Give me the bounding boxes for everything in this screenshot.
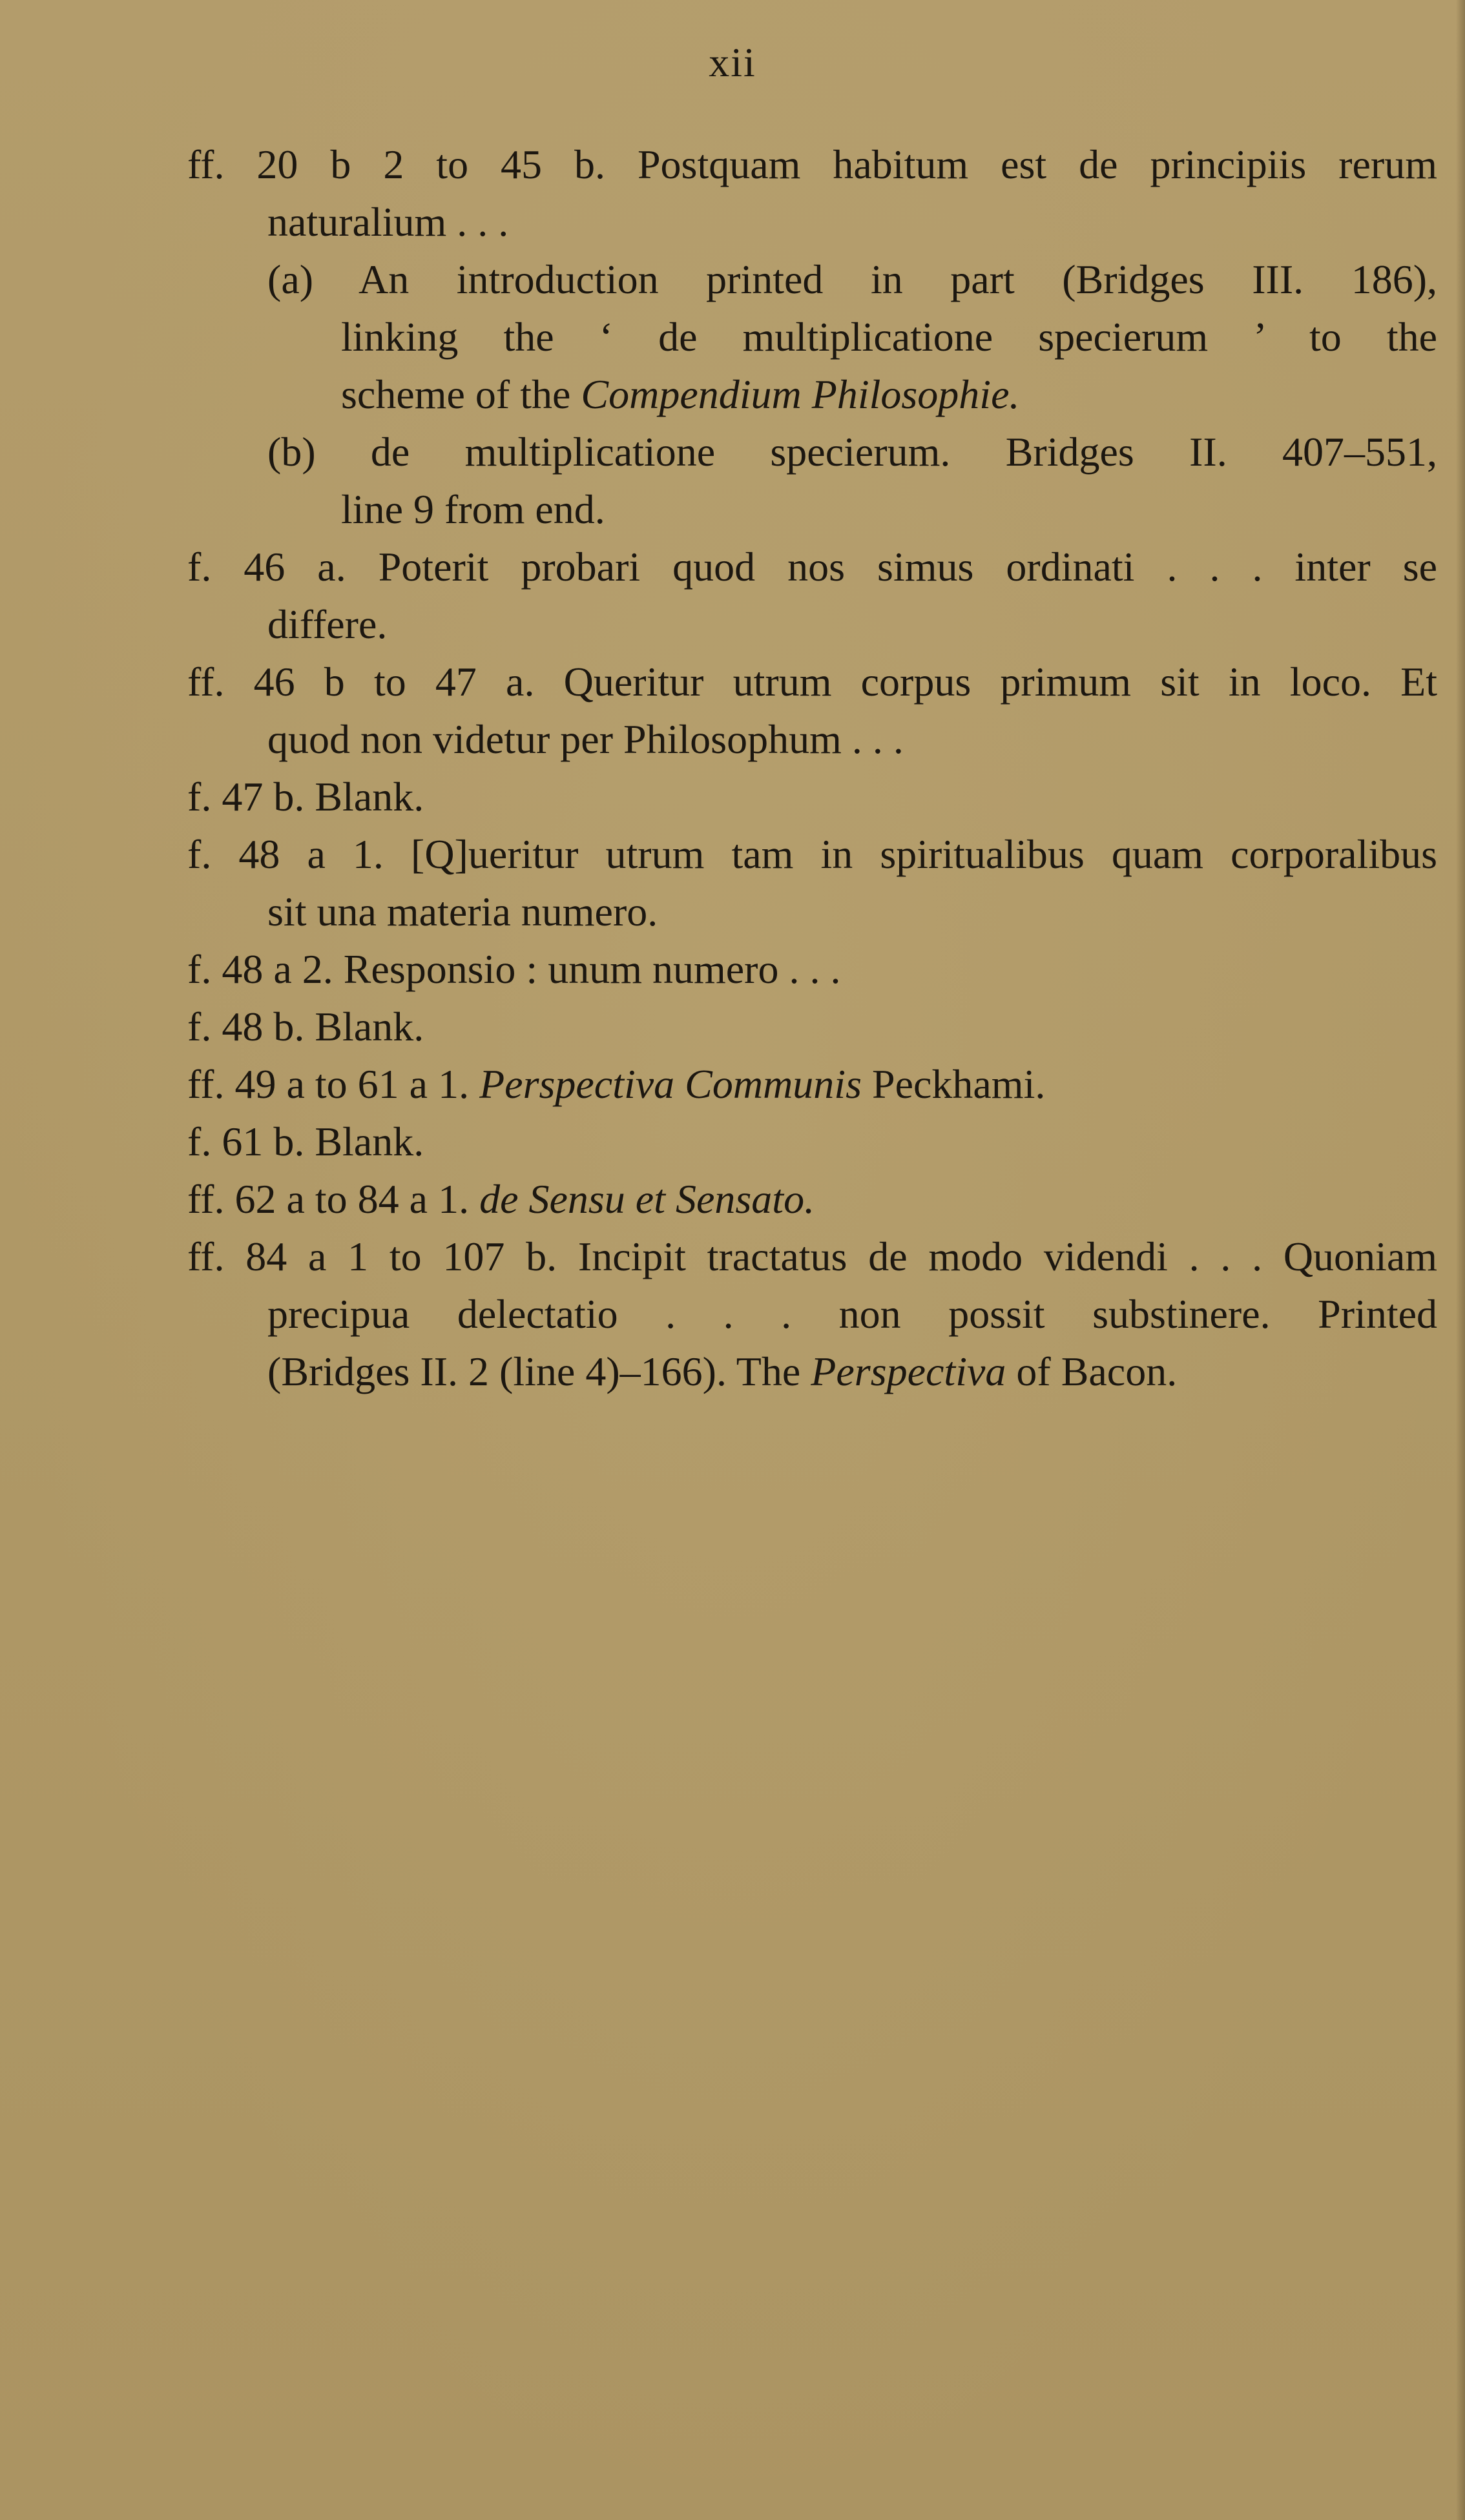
page-edge-shadow (1456, 0, 1465, 2520)
entry-text: Poterit probari quod nos simus ordinati . . . inter se (378, 544, 1438, 590)
entry-text: (Bridges II. 2 (line 4)–166). The (267, 1348, 811, 1394)
entry-text: Peckhami. (861, 1061, 1046, 1107)
catalogue-entry (187, 998, 1437, 1055)
entry-continuation: differe. (267, 601, 388, 647)
entry-continuation: linking the ‘ de multiplicatione specierum ’ to the (341, 314, 1437, 360)
entry-first-line (187, 1170, 1437, 1228)
sub-entry-b (267, 423, 1437, 538)
folio-reference: f. 48 a 1. (187, 831, 384, 877)
entry-text: Responsio : unum numero . . . (343, 946, 841, 992)
entry-first-line (187, 1228, 1437, 1285)
entry-first-line (187, 1113, 1437, 1170)
entry-text: Incipit tractatus de modo videndi . . . Quoniam (577, 1234, 1438, 1279)
work-title: Perspectiva (811, 1348, 1006, 1394)
work-title: de Sensu et Sensato. (479, 1176, 815, 1222)
catalogue-entry (187, 1113, 1437, 1170)
folio-reference: f. 46 a. (187, 544, 346, 590)
folio-reference: f. 47 b. (187, 774, 305, 820)
catalogue-entry (187, 136, 1437, 251)
catalogue-entry (187, 768, 1437, 825)
entry-text: An introduction printed in part (Bridges III. 186), (358, 256, 1438, 302)
entry-continuation (267, 1343, 1437, 1400)
folio-reference: f. 48 b. (187, 1004, 305, 1049)
entry-text: de multiplicatione specierum. Bridges II. 407–551, (370, 429, 1437, 475)
folio-reference: ff. 84 a 1 to 107 b. (187, 1234, 557, 1279)
entry-first-line (187, 653, 1437, 710)
entry-text: of Bacon. (1006, 1348, 1178, 1394)
entry-first-line (187, 538, 1437, 595)
folio-reference: ff. 62 a to 84 a 1. (187, 1176, 470, 1222)
entry-continuation: naturalium . . . (267, 199, 509, 245)
work-title: Perspectiva Communis (479, 1061, 862, 1107)
folio-reference: f. 61 b. (187, 1119, 305, 1164)
page-number: xii (709, 39, 756, 85)
entry-continuation (341, 366, 1437, 423)
sub-entry-first-line (267, 251, 1437, 308)
entry-continuation: sit una materia numero. (267, 889, 658, 935)
entry-text: Blank. (315, 1004, 424, 1049)
entry-first-line (187, 1055, 1437, 1113)
entry-first-line (187, 940, 1437, 998)
sub-entry-label: (b) (267, 429, 316, 475)
catalogue-entry (187, 1170, 1437, 1228)
entry-first-line (187, 825, 1437, 883)
catalogue-entry (187, 825, 1437, 940)
entry-continuation: line 9 from end. (341, 486, 605, 532)
entry-text: Blank. (315, 1119, 424, 1164)
folio-reference: ff. 46 b to 47 a. (187, 659, 535, 705)
work-title: Compendium Philosophie. (581, 371, 1020, 417)
catalogue-entry (187, 1055, 1437, 1113)
entry-text: Postquam habitum est de principiis rerum (637, 141, 1438, 187)
folio-reference: ff. 49 a to 61 a 1. (187, 1061, 470, 1107)
catalogue-entry (187, 653, 1437, 768)
sub-entry-label: (a) (267, 256, 314, 302)
entry-continuation: quod non videtur per Philosophum . . . (267, 716, 904, 762)
folio-reference: f. 48 a 2. (187, 946, 333, 992)
sub-entry-first-line (267, 423, 1437, 480)
catalogue-entry (187, 940, 1437, 998)
entry-continuation: precipua delectatio . . . non possit substinere. Printed (267, 1291, 1437, 1337)
folio-reference: ff. 20 b 2 to 45 b. (187, 141, 605, 187)
entry-text: [Q]ueritur utrum tam in spiritualibus quam corporalibus (411, 831, 1438, 877)
entry-text: scheme of the (341, 371, 581, 417)
catalogue-entry (187, 538, 1437, 653)
sub-entry-a (267, 251, 1437, 423)
entry-text: Blank. (315, 774, 424, 820)
entry-text: Queritur utrum corpus primum sit in loco. Et (563, 659, 1438, 705)
entry-first-line (187, 136, 1437, 193)
entry-first-line (187, 998, 1437, 1055)
entry-first-line (187, 768, 1437, 825)
catalogue-entry (187, 1228, 1437, 1400)
